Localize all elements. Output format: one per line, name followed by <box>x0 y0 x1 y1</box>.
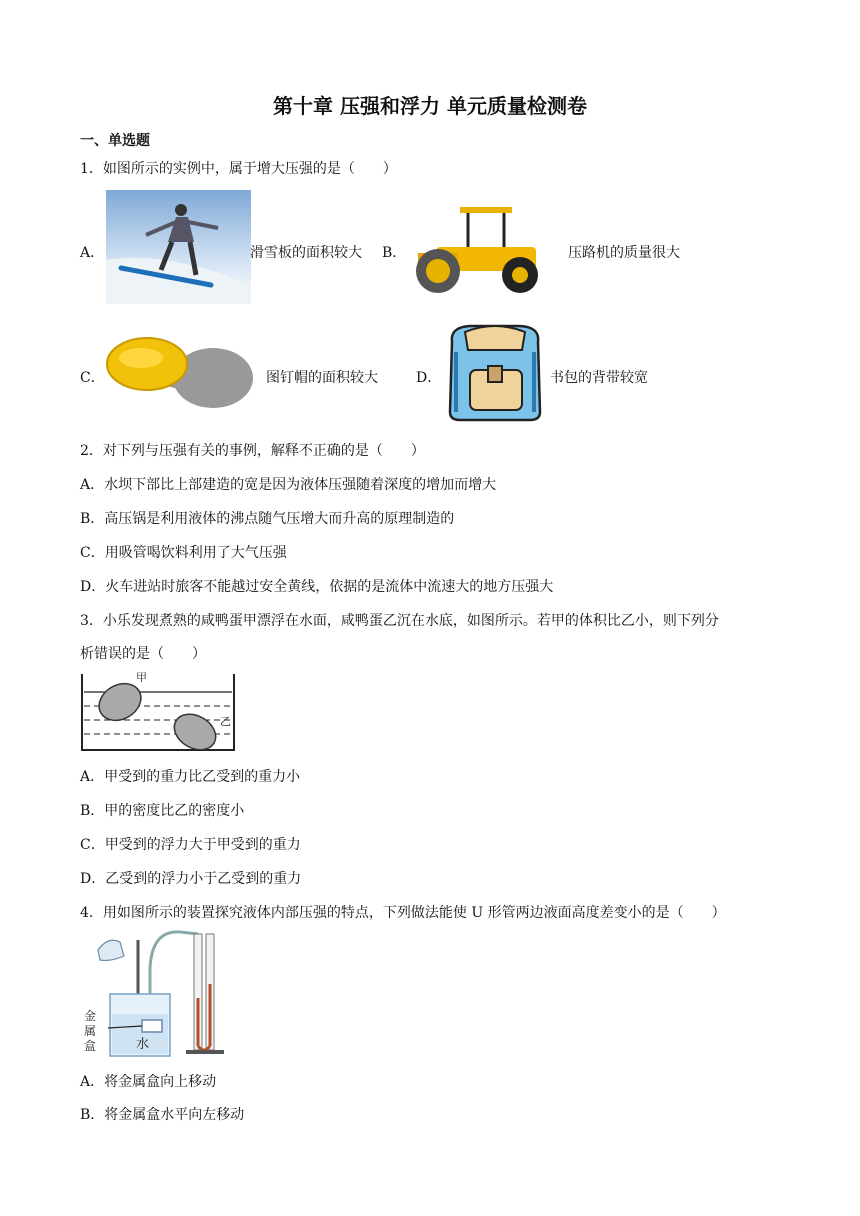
label-metal-3: 盒 <box>84 1039 97 1053</box>
q3-option-d: D．乙受到的浮力小于乙受到的重力 <box>80 871 302 887</box>
q3-option-c: C．甲受到的浮力大于甲受到的重力 <box>80 837 301 853</box>
q1-option-a-text: 滑雪板的面积较大 <box>250 245 362 261</box>
snowboarder-image <box>106 190 251 304</box>
q2-option-a: A．水坝下部比上部建造的宽是因为液体压强随着深度的增加而增大 <box>80 477 497 493</box>
pressure-gauge-apparatus-figure <box>80 928 230 1060</box>
section-heading: 一、单选题 <box>80 133 150 149</box>
q1-option-c-text: 图钉帽的面积较大 <box>266 370 378 386</box>
label-metal-1: 金 <box>84 1009 97 1023</box>
q1-option-b-text: 压路机的质量很大 <box>568 245 680 261</box>
eggs-in-water-figure <box>80 670 236 754</box>
question-3-stem-line2: 析错误的是（ ） <box>80 646 206 662</box>
q1-option-b-label: B． <box>382 245 407 261</box>
road-roller-image <box>408 205 550 297</box>
page-title: 第十章 压强和浮力 单元质量检测卷 <box>273 94 587 118</box>
question-4-stem: 4．用如图所示的装置探究液体内部压强的特点，下列做法能使 U 形管两边液面高度差变小的是（ ） <box>80 905 726 921</box>
q2-option-b: B．高压锅是利用液体的沸点随气压增大而升高的原理制造的 <box>80 511 455 527</box>
q4-option-a: A．将金属盒向上移动 <box>80 1074 217 1090</box>
question-1-stem: 1．如图所示的实例中，属于增大压强的是（ ） <box>80 161 397 177</box>
q1-option-c-label: C． <box>80 370 105 386</box>
question-2-stem: 2．对下列与压强有关的事例，解释不正确的是（ ） <box>80 443 425 459</box>
q4-option-b: B．将金属盒水平向左移动 <box>80 1107 245 1123</box>
q1-option-a-label: A． <box>80 245 105 261</box>
q1-option-d-text: 书包的背带较宽 <box>550 370 648 386</box>
q3-option-b: B．甲的密度比乙的密度小 <box>80 803 245 819</box>
q1-option-d-label: D． <box>416 370 442 386</box>
q3-option-a: A．甲受到的重力比乙受到的重力小 <box>80 769 301 785</box>
backpack-image <box>440 322 550 422</box>
label-water: 水 <box>136 1037 150 1052</box>
q2-option-d: D．火车进站时旅客不能越过安全黄线，依据的是流体中流速大的地方压强大 <box>80 579 554 595</box>
label-jia: 甲 <box>136 671 147 684</box>
thumbtack-image <box>105 328 255 410</box>
q2-option-c: C．用吸管喝饮料利用了大气压强 <box>80 545 287 561</box>
label-metal-2: 属 <box>84 1024 97 1038</box>
label-yi: 乙 <box>220 715 231 728</box>
question-3-stem-line1: 3．小乐发现煮熟的咸鸭蛋甲漂浮在水面，咸鸭蛋乙沉在水底，如图所示。若甲的体积比乙小，则下列分 <box>80 613 719 629</box>
